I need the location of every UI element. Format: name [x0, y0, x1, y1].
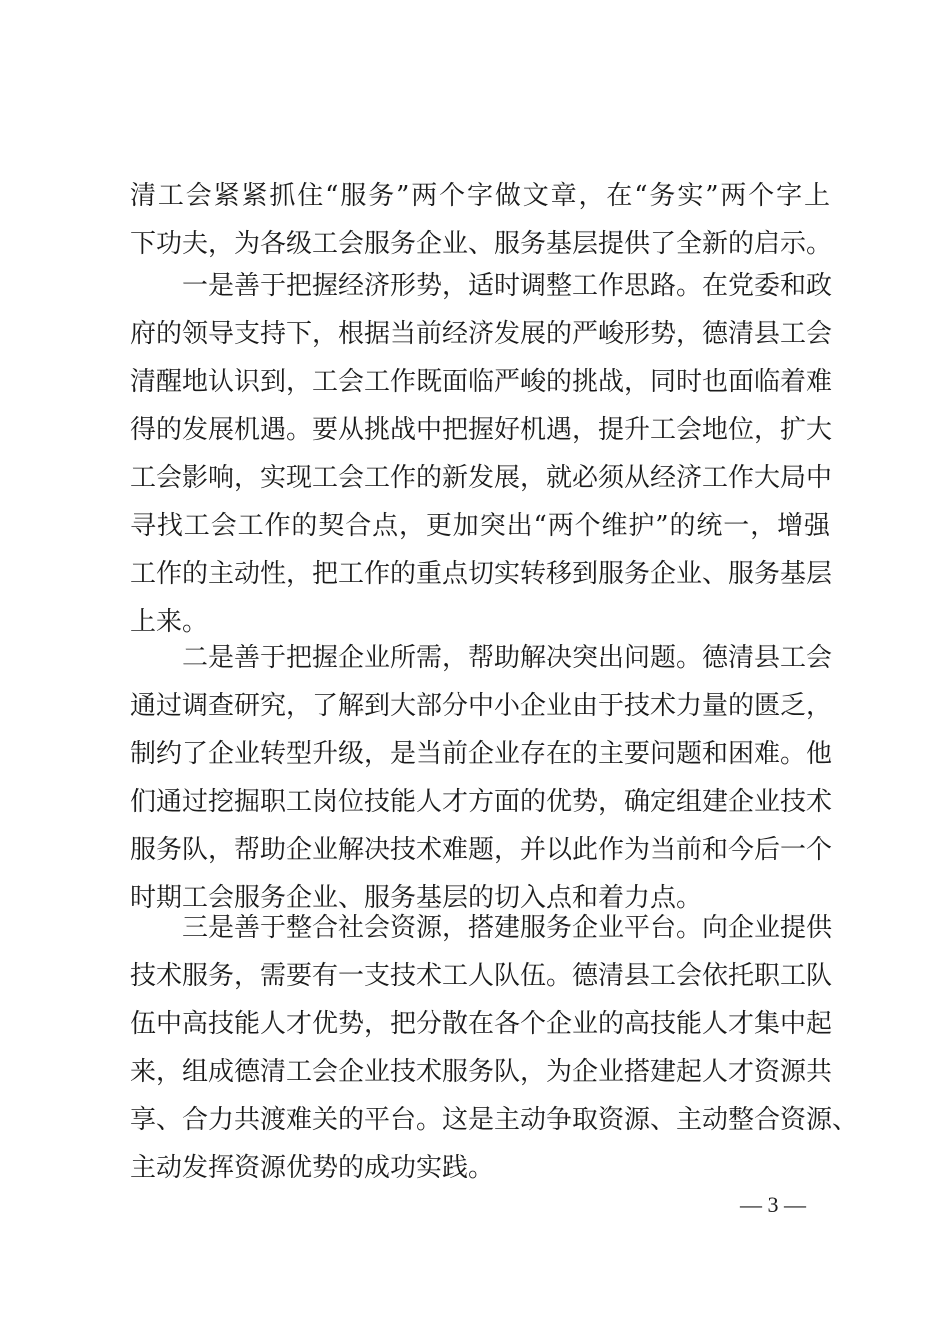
paragraph-4-line-5: 享、合力共渡难关的平台。这是主动争取资源、主动整合资源、 [130, 1105, 859, 1135]
paragraph-3-line-3: 制约了企业转型升级，是当前企业存在的主要问题和困难。他 [130, 739, 833, 769]
paragraph-2-line-5: 工会影响，实现工会工作的新发展，就必须从经济工作大局中 [130, 463, 833, 493]
paragraph-4-line-4: 来，组成德清工会企业技术服务队，为企业搭建起人才资源共 [130, 1057, 833, 1087]
paragraph-2-line-7: 工作的主动性，把工作的重点切实转移到服务企业、服务基层 [130, 559, 833, 589]
paragraph-1-line-1: 清工会紧紧抓住“服务”两个字做文章，在“务实”两个字上 [130, 181, 830, 211]
paragraph-4-line-2: 技术服务，需要有一支技术工人队伍。德清县工会依托职工队 [130, 961, 833, 991]
paragraph-2-line-3: 清醒地认识到，工会工作既面临严峻的挑战，同时也面临着难 [130, 367, 833, 397]
paragraph-2-line-2: 府的领导支持下，根据当前经济发展的严峻形势，德清县工会 [130, 319, 833, 349]
paragraph-4-line-1: 三是善于整合社会资源，搭建服务企业平台。向企业提供 [182, 913, 833, 943]
paragraph-2-line-6: 寻找工会工作的契合点，更加突出“两个维护”的统一，增强 [130, 511, 830, 541]
paragraph-3-line-4: 们通过挖掘职工岗位技能人才方面的优势，确定组建企业技术 [130, 787, 833, 817]
paragraph-2-line-1: 一是善于把握经济形势，适时调整工作思路。在党委和政 [182, 271, 833, 301]
paragraph-4-line-3: 伍中高技能人才优势，把分散在各个企业的高技能人才集中起 [130, 1009, 833, 1039]
paragraph-3-line-6: 时期工会服务企业、服务基层的切入点和着力点。 [130, 883, 703, 913]
paragraph-4-line-6: 主动发挥资源优势的成功实践。 [130, 1153, 495, 1183]
paragraph-2-line-8: 上来。 [130, 607, 209, 637]
paragraph-2-line-4: 得的发展机遇。要从挑战中把握好机遇，提升工会地位，扩大 [130, 415, 833, 445]
page-number: — 3 — [740, 1192, 806, 1217]
paragraph-3-line-5: 服务队，帮助企业解决技术难题，并以此作为当前和今后一个 [130, 835, 833, 865]
paragraph-1-line-2: 下功夫，为各级工会服务企业、服务基层提供了全新的启示。 [130, 229, 833, 259]
paragraph-3-line-1: 二是善于把握企业所需，帮助解决突出问题。德清县工会 [182, 643, 833, 673]
paragraph-3-line-2: 通过调查研究，了解到大部分中小企业由于技术力量的匮乏， [130, 691, 833, 721]
